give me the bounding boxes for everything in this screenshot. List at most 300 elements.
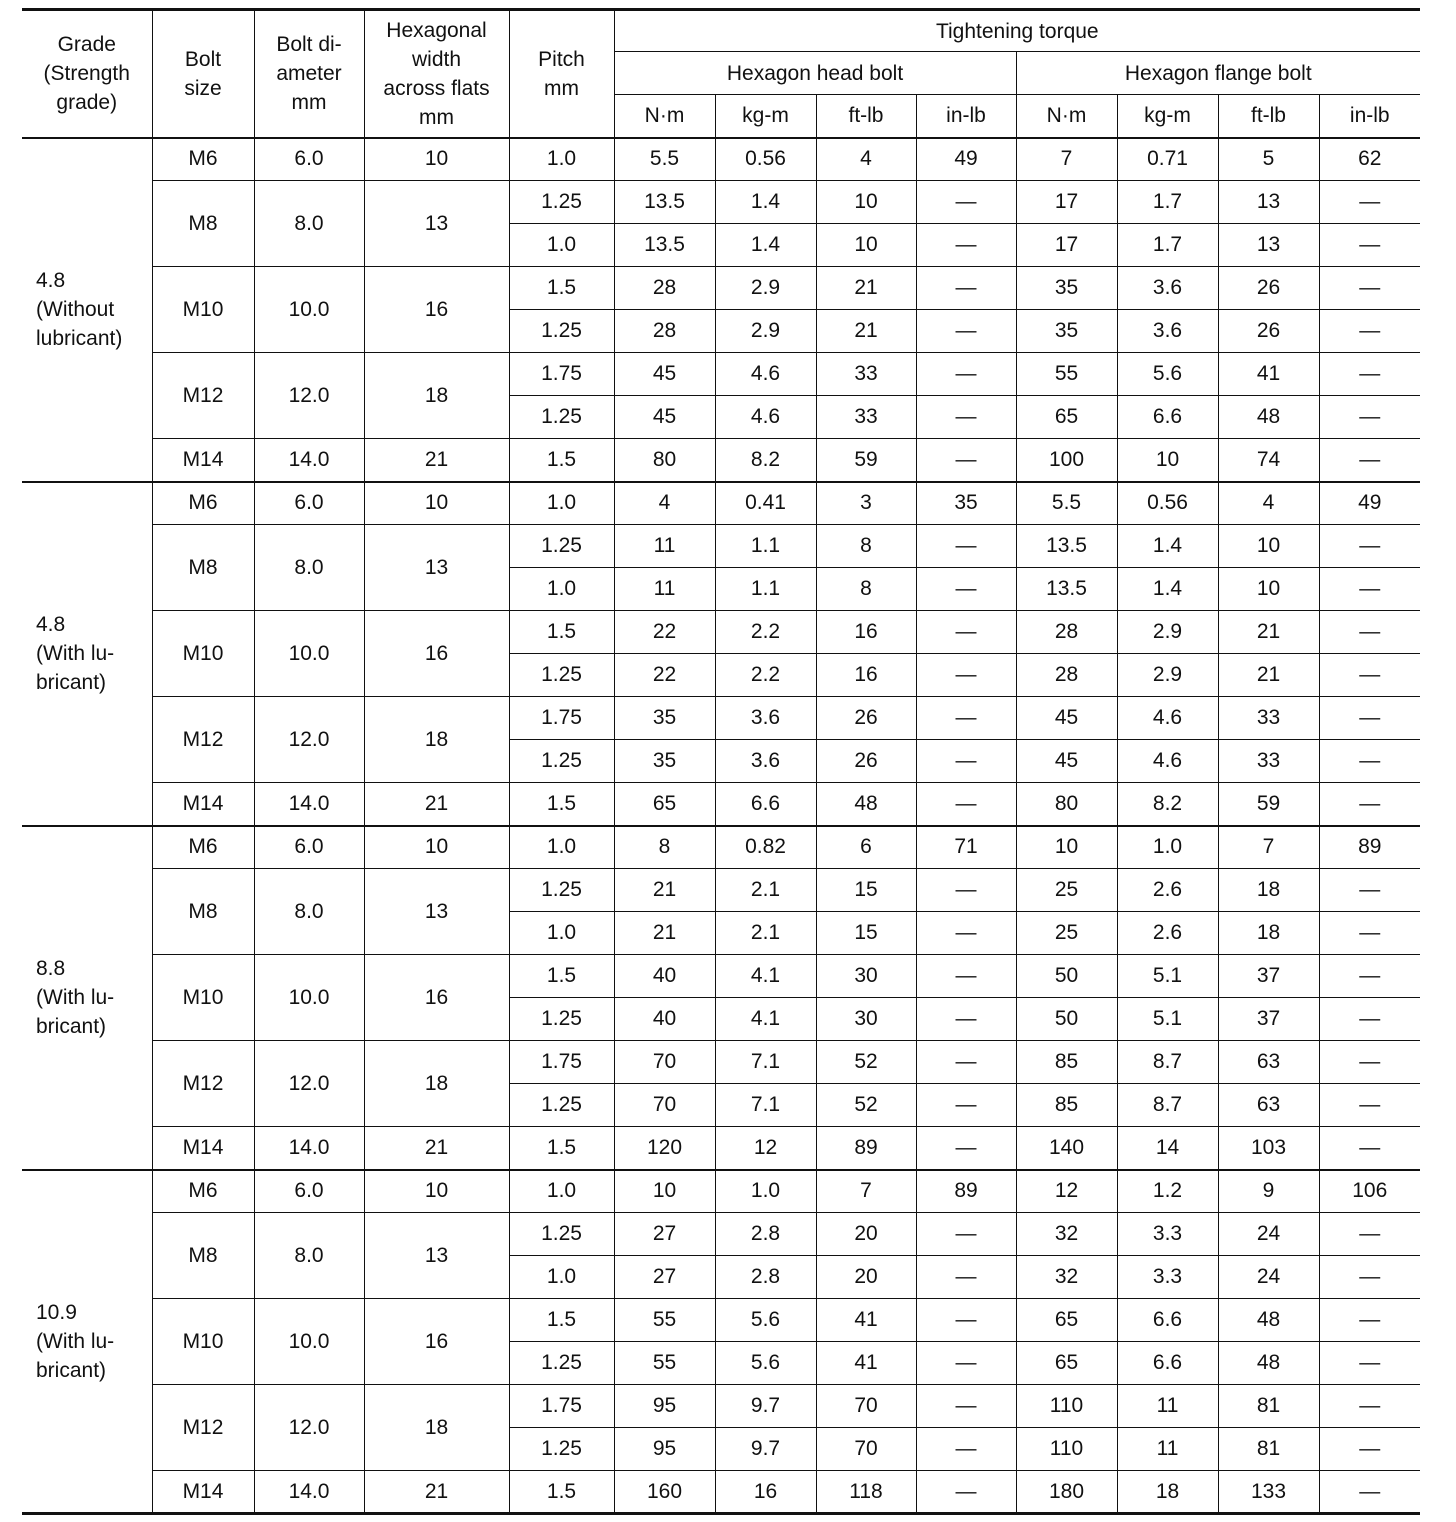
header-grade-line: grade) xyxy=(56,91,118,115)
flange-torque-cell: 85 xyxy=(1016,1084,1117,1127)
table-row xyxy=(22,482,1420,525)
flange-torque-cell: 81 xyxy=(1218,1385,1319,1428)
flange-torque-cell: 49 xyxy=(1319,482,1420,525)
hex-width-cell: 16 xyxy=(364,611,509,697)
head-torque-cell: — xyxy=(916,869,1016,912)
table-row xyxy=(22,1170,1420,1213)
hex-width-cell: 13 xyxy=(364,869,509,955)
head-torque-cell: 40 xyxy=(614,955,715,998)
hex-width-cell: 16 xyxy=(364,955,509,1041)
head-torque-cell: 15 xyxy=(816,869,916,912)
head-torque-cell: — xyxy=(916,568,1016,611)
header-hexagon-flange-bolt: Hexagon flange bolt xyxy=(1016,52,1420,95)
header-pitch-line: mm xyxy=(544,76,579,100)
header-unit: kg-m xyxy=(1117,95,1218,138)
pitch-cell: 1.5 xyxy=(509,1299,614,1342)
flange-torque-cell: 48 xyxy=(1218,1342,1319,1385)
flange-torque-cell: 25 xyxy=(1016,912,1117,955)
head-torque-cell: 45 xyxy=(614,353,715,396)
pitch-cell: 1.0 xyxy=(509,1256,614,1299)
head-torque-cell: 0.41 xyxy=(715,482,816,525)
pitch-cell: 1.0 xyxy=(509,1170,614,1213)
flange-torque-cell: — xyxy=(1319,224,1420,267)
flange-torque-cell: 7 xyxy=(1016,138,1117,181)
head-torque-cell: — xyxy=(916,1299,1016,1342)
head-torque-cell: 4 xyxy=(614,482,715,525)
flange-torque-cell: 41 xyxy=(1218,353,1319,396)
head-torque-cell: 52 xyxy=(816,1041,916,1084)
head-torque-cell: — xyxy=(916,181,1016,224)
hex-width-cell: 21 xyxy=(364,439,509,482)
flange-torque-cell: 55 xyxy=(1016,353,1117,396)
bolt-diameter-cell: 14.0 xyxy=(254,439,364,482)
head-torque-cell: 41 xyxy=(816,1342,916,1385)
flange-torque-cell: 37 xyxy=(1218,955,1319,998)
head-torque-cell: 27 xyxy=(614,1213,715,1256)
header-hex-width-line: width xyxy=(411,47,462,71)
flange-torque-cell: 17 xyxy=(1016,181,1117,224)
pitch-cell: 1.25 xyxy=(509,525,614,568)
head-torque-cell: 7 xyxy=(816,1170,916,1213)
head-torque-cell: 55 xyxy=(614,1299,715,1342)
head-torque-cell: 10 xyxy=(614,1170,715,1213)
hex-width-cell: 10 xyxy=(364,482,509,525)
head-torque-cell: 2.9 xyxy=(715,267,816,310)
table-body xyxy=(22,138,1420,1514)
flange-torque-cell: 0.56 xyxy=(1117,482,1218,525)
head-torque-cell: 1.1 xyxy=(715,525,816,568)
grade-line: (With lu- xyxy=(36,642,115,665)
flange-torque-cell: 1.4 xyxy=(1117,568,1218,611)
bolt-size-cell: M8 xyxy=(152,181,254,267)
bolt-diameter-cell: 14.0 xyxy=(254,783,364,826)
header-pitch xyxy=(509,10,614,138)
head-torque-cell: 3.6 xyxy=(715,740,816,783)
flange-torque-cell: 2.9 xyxy=(1117,654,1218,697)
head-torque-cell: 2.1 xyxy=(715,912,816,955)
flange-torque-cell: 13.5 xyxy=(1016,525,1117,568)
head-torque-cell: 22 xyxy=(614,654,715,697)
head-torque-cell: 118 xyxy=(816,1471,916,1514)
head-torque-cell: 26 xyxy=(816,697,916,740)
flange-torque-cell: 48 xyxy=(1218,1299,1319,1342)
flange-torque-cell: 24 xyxy=(1218,1256,1319,1299)
grade-cell xyxy=(22,482,152,826)
flange-torque-cell: 6.6 xyxy=(1117,1299,1218,1342)
head-torque-cell: 7.1 xyxy=(715,1041,816,1084)
head-torque-cell: — xyxy=(916,1041,1016,1084)
flange-torque-cell: 4 xyxy=(1218,482,1319,525)
bolt-size-cell: M14 xyxy=(152,783,254,826)
table-header xyxy=(22,10,1420,138)
flange-torque-cell: 28 xyxy=(1016,611,1117,654)
flange-torque-cell: — xyxy=(1319,998,1420,1041)
flange-torque-cell: 26 xyxy=(1218,310,1319,353)
bolt-diameter-cell: 8.0 xyxy=(254,1213,364,1299)
head-torque-cell: — xyxy=(916,697,1016,740)
flange-torque-cell: — xyxy=(1319,955,1420,998)
head-torque-cell: 55 xyxy=(614,1342,715,1385)
flange-torque-cell: 4.6 xyxy=(1117,740,1218,783)
bolt-diameter-cell: 14.0 xyxy=(254,1127,364,1170)
head-torque-cell: 28 xyxy=(614,310,715,353)
head-torque-cell: 16 xyxy=(715,1471,816,1514)
hex-width-cell: 21 xyxy=(364,1471,509,1514)
flange-torque-cell: 33 xyxy=(1218,697,1319,740)
flange-torque-cell: 3.6 xyxy=(1117,310,1218,353)
flange-torque-cell: 45 xyxy=(1016,697,1117,740)
head-torque-cell: 70 xyxy=(614,1041,715,1084)
header-unit: ft-lb xyxy=(1218,95,1319,138)
header-bolt-size-line: Bolt xyxy=(184,47,222,71)
grade-line: lubricant) xyxy=(36,327,123,350)
flange-torque-cell: — xyxy=(1319,783,1420,826)
head-torque-cell: — xyxy=(916,439,1016,482)
flange-torque-cell: 62 xyxy=(1319,138,1420,181)
flange-torque-cell: — xyxy=(1319,1041,1420,1084)
bolt-diameter-cell: 12.0 xyxy=(254,353,364,439)
pitch-cell: 1.75 xyxy=(509,697,614,740)
header-grade-line: (Strength xyxy=(43,62,130,86)
header-unit: in-lb xyxy=(916,95,1016,138)
table-row xyxy=(22,439,1420,482)
head-torque-cell: 5.6 xyxy=(715,1342,816,1385)
bolt-diameter-cell: 12.0 xyxy=(254,697,364,783)
head-torque-cell: 26 xyxy=(816,740,916,783)
hex-width-cell: 16 xyxy=(364,267,509,353)
hex-width-cell: 13 xyxy=(364,1213,509,1299)
table-row xyxy=(22,611,1420,654)
bolt-size-cell: M14 xyxy=(152,1471,254,1514)
pitch-cell: 1.25 xyxy=(509,998,614,1041)
head-torque-cell: — xyxy=(916,1084,1016,1127)
bolt-diameter-cell: 8.0 xyxy=(254,181,364,267)
bolt-diameter-cell: 6.0 xyxy=(254,1170,364,1213)
flange-torque-cell: — xyxy=(1319,611,1420,654)
head-torque-cell: — xyxy=(916,654,1016,697)
flange-torque-cell: 5.1 xyxy=(1117,998,1218,1041)
head-torque-cell: 70 xyxy=(816,1385,916,1428)
header-hex-width-line: mm xyxy=(419,105,454,129)
flange-torque-cell: 5.6 xyxy=(1117,353,1218,396)
head-torque-cell: 6.6 xyxy=(715,783,816,826)
pitch-cell: 1.25 xyxy=(509,1428,614,1471)
flange-torque-cell: 65 xyxy=(1016,1299,1117,1342)
header-grade xyxy=(22,10,152,138)
hex-width-cell: 18 xyxy=(364,1041,509,1127)
head-torque-cell: 33 xyxy=(816,396,916,439)
head-torque-cell: 95 xyxy=(614,1385,715,1428)
flange-torque-cell: — xyxy=(1319,654,1420,697)
flange-torque-cell: — xyxy=(1319,912,1420,955)
head-torque-cell: 4 xyxy=(816,138,916,181)
pitch-cell: 1.25 xyxy=(509,740,614,783)
flange-torque-cell: 24 xyxy=(1218,1213,1319,1256)
pitch-cell: 1.75 xyxy=(509,1041,614,1084)
grade-cell xyxy=(22,826,152,1170)
bolt-diameter-cell: 8.0 xyxy=(254,869,364,955)
head-torque-cell: 49 xyxy=(916,138,1016,181)
flange-torque-cell: — xyxy=(1319,740,1420,783)
grade-line: 10.9 xyxy=(36,1300,77,1324)
bolt-size-cell: M6 xyxy=(152,138,254,181)
head-torque-cell: 89 xyxy=(916,1170,1016,1213)
flange-torque-cell: — xyxy=(1319,181,1420,224)
head-torque-cell: 2.8 xyxy=(715,1256,816,1299)
flange-torque-cell: 5.1 xyxy=(1117,955,1218,998)
flange-torque-cell: 8.2 xyxy=(1117,783,1218,826)
table-row xyxy=(22,1213,1420,1256)
head-torque-cell: 20 xyxy=(816,1213,916,1256)
head-torque-cell: 27 xyxy=(614,1256,715,1299)
header-hexagon-head-bolt: Hexagon head bolt xyxy=(614,52,1016,95)
flange-torque-cell: 140 xyxy=(1016,1127,1117,1170)
bolt-diameter-cell: 6.0 xyxy=(254,826,364,869)
table-row xyxy=(22,783,1420,826)
hex-width-cell: 10 xyxy=(364,138,509,181)
head-torque-cell: 10 xyxy=(816,224,916,267)
pitch-cell: 1.25 xyxy=(509,1084,614,1127)
head-torque-cell: 70 xyxy=(816,1428,916,1471)
flange-torque-cell: 59 xyxy=(1218,783,1319,826)
flange-torque-cell: 11 xyxy=(1117,1428,1218,1471)
pitch-cell: 1.75 xyxy=(509,353,614,396)
head-torque-cell: 9.7 xyxy=(715,1385,816,1428)
flange-torque-cell: 21 xyxy=(1218,611,1319,654)
flange-torque-cell: 10 xyxy=(1218,525,1319,568)
flange-torque-cell: 100 xyxy=(1016,439,1117,482)
hex-width-cell: 18 xyxy=(364,1385,509,1471)
head-torque-cell: 4.1 xyxy=(715,998,816,1041)
bolt-diameter-cell: 6.0 xyxy=(254,482,364,525)
head-torque-cell: — xyxy=(916,1127,1016,1170)
head-torque-cell: 1.4 xyxy=(715,224,816,267)
flange-torque-cell: 0.71 xyxy=(1117,138,1218,181)
bolt-size-cell: M6 xyxy=(152,1170,254,1213)
head-torque-cell: 120 xyxy=(614,1127,715,1170)
head-torque-cell: 1.0 xyxy=(715,1170,816,1213)
head-torque-cell: — xyxy=(916,740,1016,783)
head-torque-cell: 2.2 xyxy=(715,611,816,654)
head-torque-cell: 5.5 xyxy=(614,138,715,181)
head-torque-cell: — xyxy=(916,912,1016,955)
flange-torque-cell: 7 xyxy=(1218,826,1319,869)
grade-line: (With lu- xyxy=(36,986,115,1009)
flange-torque-cell: — xyxy=(1319,1299,1420,1342)
flange-torque-cell: 37 xyxy=(1218,998,1319,1041)
flange-torque-cell: 3.6 xyxy=(1117,267,1218,310)
head-torque-cell: — xyxy=(916,525,1016,568)
flange-torque-cell: 32 xyxy=(1016,1256,1117,1299)
bolt-size-cell: M8 xyxy=(152,869,254,955)
pitch-cell: 1.0 xyxy=(509,138,614,181)
pitch-cell: 1.25 xyxy=(509,1213,614,1256)
flange-torque-cell: 4.6 xyxy=(1117,697,1218,740)
bolt-size-cell: M6 xyxy=(152,482,254,525)
flange-torque-cell: 65 xyxy=(1016,1342,1117,1385)
grade-line: 4.8 xyxy=(36,269,66,292)
header-bolt-diameter-line: ameter xyxy=(276,62,342,86)
head-torque-cell: 41 xyxy=(816,1299,916,1342)
head-torque-cell: 3.6 xyxy=(715,697,816,740)
pitch-cell: 1.25 xyxy=(509,1342,614,1385)
flange-torque-cell: 28 xyxy=(1016,654,1117,697)
header-unit: kg-m xyxy=(715,95,816,138)
flange-torque-cell: 14 xyxy=(1117,1127,1218,1170)
table-row xyxy=(22,826,1420,869)
head-torque-cell: 21 xyxy=(614,912,715,955)
flange-torque-cell: 1.2 xyxy=(1117,1170,1218,1213)
bolt-diameter-cell: 10.0 xyxy=(254,267,364,353)
grade-line: (With lu- xyxy=(36,1329,115,1353)
flange-torque-cell: 26 xyxy=(1218,267,1319,310)
flange-torque-cell: — xyxy=(1319,568,1420,611)
head-torque-cell: 21 xyxy=(816,310,916,353)
head-torque-cell: — xyxy=(916,1342,1016,1385)
bolt-size-cell: M12 xyxy=(152,1041,254,1127)
flange-torque-cell: — xyxy=(1319,1342,1420,1385)
flange-torque-cell: 45 xyxy=(1016,740,1117,783)
head-torque-cell: 20 xyxy=(816,1256,916,1299)
head-torque-cell: 16 xyxy=(816,611,916,654)
flange-torque-cell: 33 xyxy=(1218,740,1319,783)
table-row xyxy=(22,1385,1420,1428)
flange-torque-cell: — xyxy=(1319,1428,1420,1471)
flange-torque-cell: 5.5 xyxy=(1016,482,1117,525)
head-torque-cell: 28 xyxy=(614,267,715,310)
header-pitch-line: Pitch xyxy=(538,47,585,71)
flange-torque-cell: 3.3 xyxy=(1117,1213,1218,1256)
head-torque-cell: 6 xyxy=(816,826,916,869)
flange-torque-cell: — xyxy=(1319,1471,1420,1514)
bolt-size-cell: M10 xyxy=(152,1299,254,1385)
header-bolt-size xyxy=(152,10,254,138)
pitch-cell: 1.25 xyxy=(509,181,614,224)
table-row xyxy=(22,1041,1420,1084)
head-torque-cell: 35 xyxy=(916,482,1016,525)
bolt-size-cell: M12 xyxy=(152,1385,254,1471)
head-torque-cell: 35 xyxy=(614,697,715,740)
head-torque-cell: 12 xyxy=(715,1127,816,1170)
flange-torque-cell: 103 xyxy=(1218,1127,1319,1170)
bolt-diameter-cell: 10.0 xyxy=(254,955,364,1041)
flange-torque-cell: — xyxy=(1319,697,1420,740)
table-row xyxy=(22,1471,1420,1514)
header-bolt-diameter-line: mm xyxy=(291,91,327,115)
bolt-diameter-cell: 14.0 xyxy=(254,1471,364,1514)
grade-line: (Without xyxy=(36,298,115,321)
hex-width-cell: 13 xyxy=(364,181,509,267)
head-torque-cell: 10 xyxy=(816,181,916,224)
head-torque-cell: 5.6 xyxy=(715,1299,816,1342)
head-torque-cell: 1.4 xyxy=(715,181,816,224)
header-unit: N·m xyxy=(614,95,715,138)
flange-torque-cell: 2.9 xyxy=(1117,611,1218,654)
head-torque-cell: 71 xyxy=(916,826,1016,869)
grade-line: 8.8 xyxy=(36,957,66,980)
flange-torque-cell: 10 xyxy=(1218,568,1319,611)
flange-torque-cell: 89 xyxy=(1319,826,1420,869)
bolt-diameter-cell: 6.0 xyxy=(254,138,364,181)
flange-torque-cell: 35 xyxy=(1016,310,1117,353)
grade-line: 4.8 xyxy=(36,613,66,636)
flange-torque-cell: 10 xyxy=(1117,439,1218,482)
grade-line: bricant) xyxy=(36,1015,107,1038)
flange-torque-cell: 6.6 xyxy=(1117,1342,1218,1385)
pitch-cell: 1.0 xyxy=(509,224,614,267)
header-grade-line: Grade xyxy=(57,33,116,57)
table-row xyxy=(22,1299,1420,1342)
flange-torque-cell: 18 xyxy=(1218,869,1319,912)
head-torque-cell: 11 xyxy=(614,568,715,611)
bolt-size-cell: M8 xyxy=(152,1213,254,1299)
head-torque-cell: 35 xyxy=(614,740,715,783)
bolt-size-cell: M8 xyxy=(152,525,254,611)
pitch-cell: 1.5 xyxy=(509,1127,614,1170)
head-torque-cell: 65 xyxy=(614,783,715,826)
flange-torque-cell: 5 xyxy=(1218,138,1319,181)
hex-width-cell: 10 xyxy=(364,826,509,869)
header-hex-width-line: Hexagonal xyxy=(386,18,487,42)
header-unit: in-lb xyxy=(1319,95,1420,138)
flange-torque-cell: 3.3 xyxy=(1117,1256,1218,1299)
table-row xyxy=(22,138,1420,181)
hex-width-cell: 16 xyxy=(364,1299,509,1385)
flange-torque-cell: 12 xyxy=(1016,1170,1117,1213)
bolt-size-cell: M12 xyxy=(152,697,254,783)
pitch-cell: 1.5 xyxy=(509,955,614,998)
head-torque-cell: — xyxy=(916,998,1016,1041)
flange-torque-cell: 8.7 xyxy=(1117,1084,1218,1127)
flange-torque-cell: 180 xyxy=(1016,1471,1117,1514)
head-torque-cell: 9.7 xyxy=(715,1428,816,1471)
flange-torque-cell: 63 xyxy=(1218,1084,1319,1127)
head-torque-cell: — xyxy=(916,396,1016,439)
flange-torque-cell: 106 xyxy=(1319,1170,1420,1213)
bolt-diameter-cell: 12.0 xyxy=(254,1041,364,1127)
pitch-cell: 1.25 xyxy=(509,654,614,697)
flange-torque-cell: 2.6 xyxy=(1117,912,1218,955)
flange-torque-cell: 9 xyxy=(1218,1170,1319,1213)
head-torque-cell: 22 xyxy=(614,611,715,654)
head-torque-cell: 1.1 xyxy=(715,568,816,611)
bolt-diameter-cell: 10.0 xyxy=(254,611,364,697)
bolt-diameter-cell: 8.0 xyxy=(254,525,364,611)
head-torque-cell: 0.56 xyxy=(715,138,816,181)
hex-width-cell: 10 xyxy=(364,1170,509,1213)
flange-torque-cell: — xyxy=(1319,267,1420,310)
head-torque-cell: — xyxy=(916,1471,1016,1514)
flange-torque-cell: — xyxy=(1319,1127,1420,1170)
table-row xyxy=(22,697,1420,740)
flange-torque-cell: 50 xyxy=(1016,998,1117,1041)
flange-torque-cell: — xyxy=(1319,1256,1420,1299)
header-unit: N·m xyxy=(1016,95,1117,138)
header-tightening-torque: Tightening torque xyxy=(614,10,1420,52)
bolt-size-cell: M12 xyxy=(152,353,254,439)
bolt-size-cell: M10 xyxy=(152,267,254,353)
flange-torque-cell: 1.4 xyxy=(1117,525,1218,568)
head-torque-cell: — xyxy=(916,783,1016,826)
table-row xyxy=(22,955,1420,998)
flange-torque-cell: 17 xyxy=(1016,224,1117,267)
head-torque-cell: 8 xyxy=(614,826,715,869)
flange-torque-cell: — xyxy=(1319,439,1420,482)
flange-torque-cell: 10 xyxy=(1016,826,1117,869)
pitch-cell: 1.0 xyxy=(509,912,614,955)
flange-torque-cell: 48 xyxy=(1218,396,1319,439)
head-torque-cell: 4.6 xyxy=(715,353,816,396)
